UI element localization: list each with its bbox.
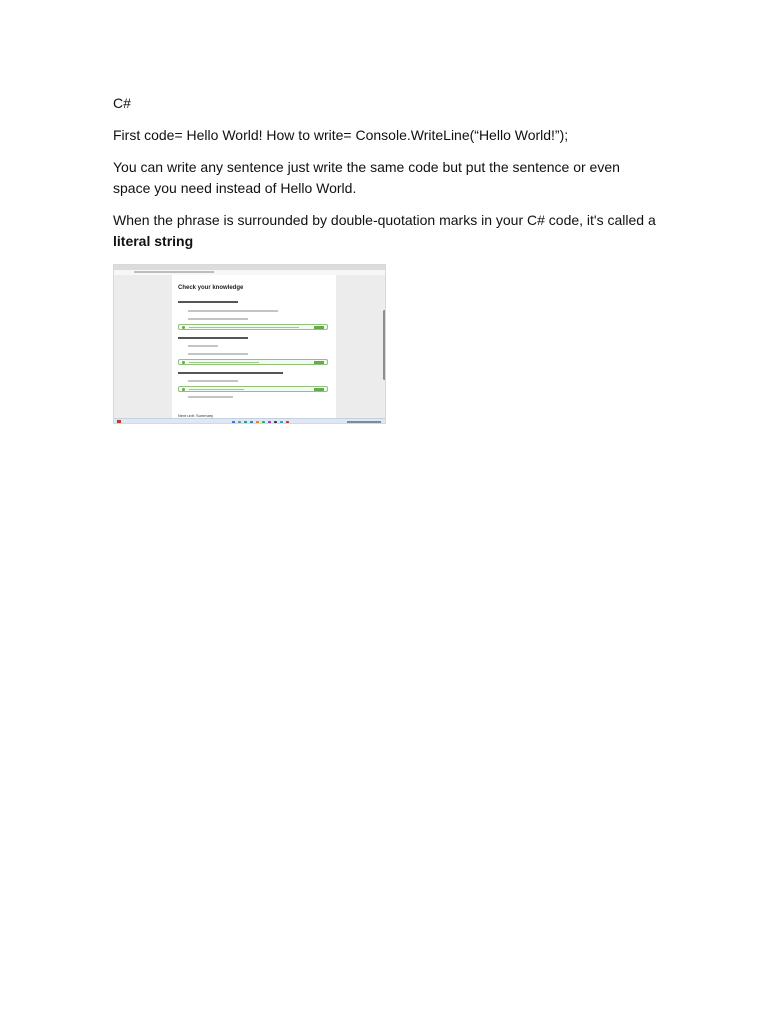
question-1-correct-answer [178,324,328,330]
question-2-option [188,353,248,355]
correct-tag [314,388,324,391]
app-icon [262,421,265,424]
question-3-option [188,396,233,398]
question-2-option [188,345,218,347]
right-sidebar [336,275,386,418]
document-heading: C# [113,95,131,111]
question-2 [178,337,248,339]
paragraph-any-sentence: You can write any sentence just write the same code but put the sentence or even space you need instead of Hello World. [113,159,620,196]
address-text [134,271,214,273]
question-1 [178,301,238,303]
literal-string-intro: When the phrase is surrounded by double-quotation marks in your C# code, it's called a [113,212,656,228]
question-1-option [188,318,248,320]
app-icon [280,421,283,424]
correct-tag [314,361,324,364]
answer-text [189,389,244,390]
app-icon [238,421,241,424]
check-icon [182,326,185,329]
app-icon [250,421,253,424]
app-icon [256,421,259,424]
answer-text [189,327,299,328]
next-unit-heading: Next unit: Summary [178,413,214,418]
app-icon [244,421,247,424]
question-3-option [188,380,238,382]
document-body [113,93,658,263]
check-icon [182,361,185,364]
question-2-correct-answer [178,359,328,365]
app-icon [232,421,235,424]
app-icon [274,421,277,424]
literal-string-term: literal string [113,233,194,249]
question-3 [178,372,283,374]
left-sidebar [114,275,172,418]
question-3-correct-answer [178,386,328,392]
answer-text [189,362,259,363]
taskbar [114,418,385,424]
question-1-option [188,310,278,312]
paragraph-literal-string [113,210,658,252]
system-tray [347,421,381,423]
app-icon [286,421,289,424]
scrollbar-thumb [383,310,386,380]
correct-tag [314,326,324,329]
paragraph-hello-world: First code= Hello World! How to write= Console.WriteLine(“Hello World!”); [113,127,569,143]
start-icon [117,420,121,424]
embedded-screenshot [113,264,386,424]
knowledge-check-heading: Check your knowledge [178,285,244,291]
app-icon [268,421,271,424]
check-icon [182,388,185,391]
